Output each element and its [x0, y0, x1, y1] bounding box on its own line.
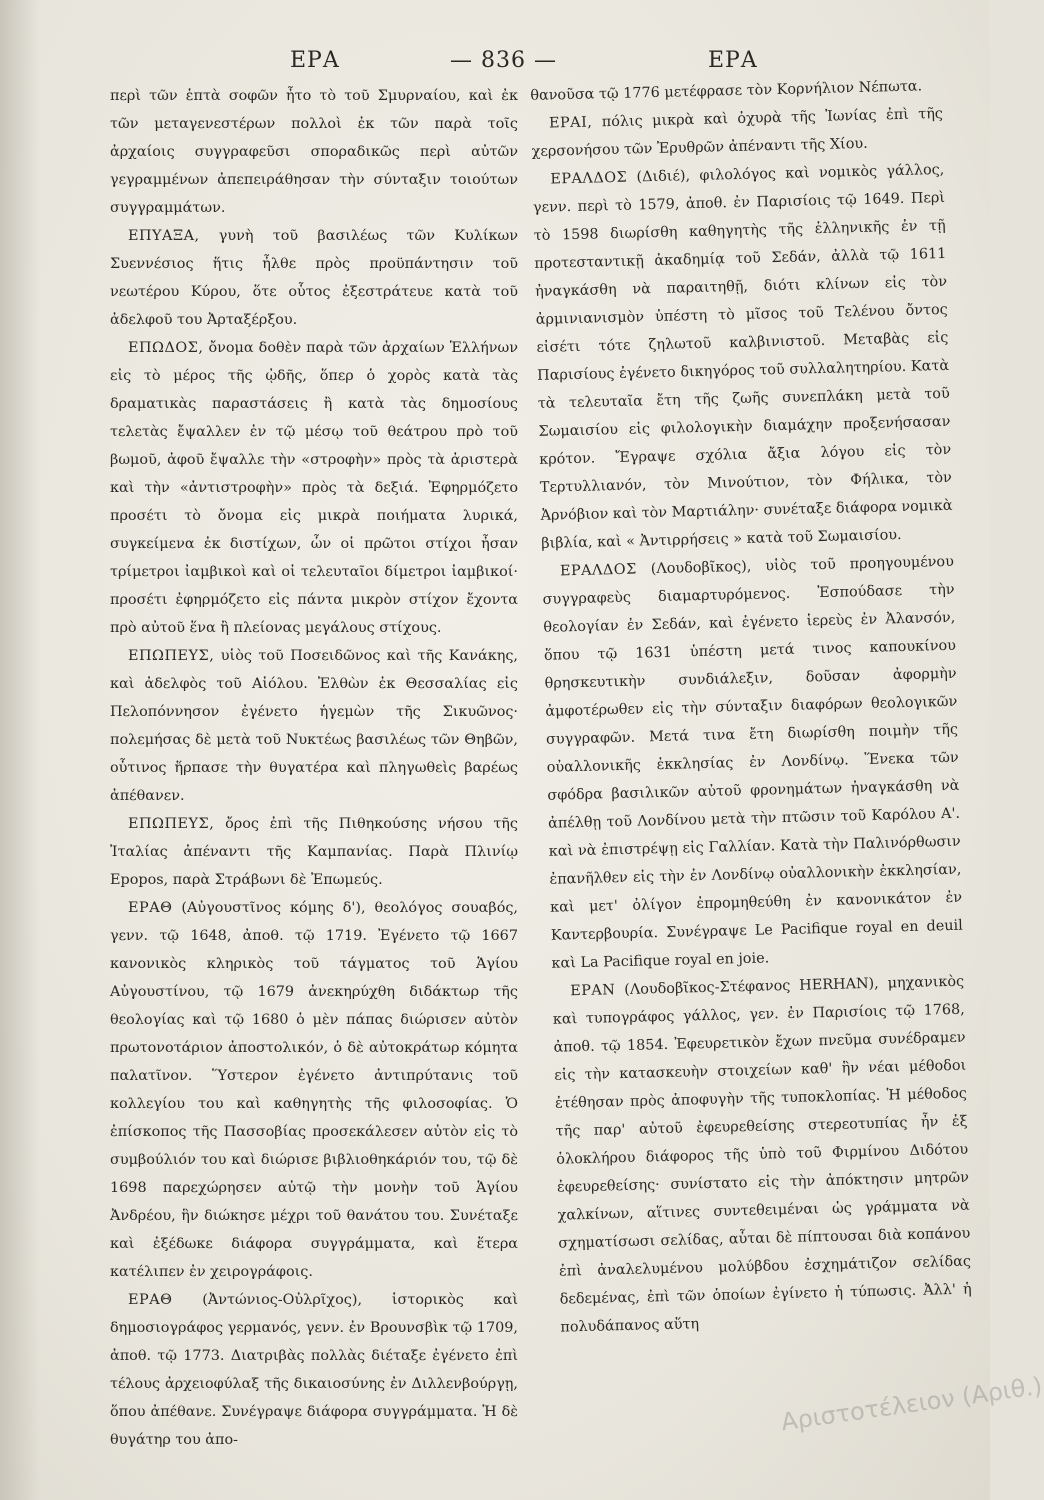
- entry-text: (Λουδοβῖκος-Στέφανος HERHAN), μηχανικὸς καὶ τυπογράφος γάλλος, γεν. ἐν Παρισίοις τῷ 1768, ἀποθ. τῷ 1854. Ἐφευρετικὸν ἔχων πνεῦμα συνέδραμεν εἰς τὴν κατασκευὴν στοιχείων καθ' ἣν νέαι μέθοδοι ἐτέθησαν πρὸς ἀποφυγὴν τῆς τυποκλοπίας. Ἡ μέθοδος τῆς παρ' αὐτοῦ ἐφευρεθείσης στερεοτυπίας ἦν ἐξ ὁλοκλήρου διάφορος τῆς ὑπὸ τοῦ Φιρμίνου Διδότου ἐφευρεθείσης· συνίστατο εἰς τὴν ἀπόκτησιν μητρῶν χαλκίνων, αἵτινες συντεθειμέναι ὡς γράμματα νὰ σχηματίσωσι σελίδας, αὗται δὲ πίπτουσαι διὰ κοπάνου ἐπὶ ἀναλελυμένου μολύβδου ἐσχημάτιζον σελίδας δεδεμένας, ἐπὶ τῶν ὁποίων ἐγίνετο ἡ τύπωσις. Ἀλλ' ἡ πολυδάπανος αὕτη: [552, 973, 972, 1336]
- entry: [531, 100, 944, 166]
- entry: [552, 968, 973, 1342]
- running-header: [110, 48, 770, 82]
- entry-headword: ΕΡΑΙ,: [548, 114, 593, 132]
- entry-text: ὄρος ἐπὶ τῆς Πιθηκούσης νήσου τῆς Ἰταλίας ἀπέναντι τῆς Καμπανίας. Παρὰ Πλινίῳ Epopos, παρὰ Στράβωνι δὲ Ἐπωμεύς.: [110, 816, 518, 888]
- entry: [110, 334, 518, 642]
- entry: [110, 894, 518, 1286]
- entry-headword: ΕΡΑΘ: [128, 900, 173, 916]
- entry-headword: ΕΠΩΔΟΣ,: [128, 340, 204, 356]
- left-column: [110, 82, 518, 1448]
- entry: [542, 548, 964, 978]
- entry-headword: ΕΠΥΑΞΑ,: [128, 228, 200, 244]
- entry: [532, 156, 953, 558]
- entry-text: υἱὸς τοῦ Ποσειδῶνος καὶ τῆς Κανάκης, καὶ ἀδελφὸς τοῦ Αἰόλου. Ἐλθὼν ἐκ Θεσσαλίας εἰς Πελοπόννησον ἐγένετο ἡγεμὼν τῆς Σικυῶνος· πολεμήσας δὲ μετὰ τοῦ Νυκτέως βασιλέως τῶν Θηβῶν, οὗτινος ἥρπασε τὴν θυγατέρα καὶ πληγωθεὶς βαρέως ἀπέθανεν.: [110, 648, 518, 804]
- entry-headword: ΕΡΑΘ: [128, 1292, 173, 1308]
- entry-text: (Ἀντώνιος-Οὐλρῖχος), ἱστορικὸς καὶ δημοσιογράφος γερμανός, γενν. ἐν Βρουνσβὶκ τῷ 1709, ἀποθ. τῷ 1773. Διατριβὰς πολλὰς διέταξε ἐγένετο ἐπὶ τέλους ἀρχειοφύλαξ τῆς δικαιοσύνης ἐν Διλλενβούργῃ, ὅπου ἀπέθανε. Συνέγραψε διάφορα συγγράμματα. Ἡ δὲ θυγάτηρ του ἀπο-: [110, 1292, 518, 1448]
- entry-text: (Λουδοβῖκος), υἱὸς τοῦ προηγουμένου συγγραφεὺς διαμαρτυρόμενος. Ἐσπούδασε τὴν θεολογίαν ἐν Σεδάν, καὶ ἐγένετο ἱερεὺς ἐν Ἀλανσόν, ὅπου τῷ 1631 ὑπέστη μετά τινος καπουκίνου θρησκευτικὴν συνδιάλεξιν, δοῦσαν ἀφορμὴν ἀμφοτέρωθεν εἰς τὴν σύνταξιν διαφόρων θεολογικῶν συγγραφῶν. Μετά τινα ἔτη διωρίσθη ποιμὴν τῆς οὐαλλονικῆς ἐκκλησίας ἐν Λονδίνῳ. Ἕνεκα τῶν σφόδρα βασιλικῶν αὐτοῦ φρονημάτων ἠναγκάσθη νὰ ἀπέλθῃ τοῦ Λονδίνου μετὰ τὴν πτῶσιν τοῦ Καρόλου Α'. καὶ νὰ ἐπιστρέψῃ εἰς Γαλλίαν. Κατὰ τὴν Παλινόρθωσιν ἐπανῆλθεν εἰς τὴν ἐν Λονδίνῳ οὐαλλονικὴν ἐκκλησίαν, καὶ μετ' ὀλίγον ἐπρομηθεύθη ἐν κανονικάτον ἐν Καντερβουρία. Συνέγραψε Le Pacifique royal en deuil καὶ La Pacifique royal en joie.: [542, 553, 963, 972]
- page-number: — 836 —: [450, 48, 557, 73]
- entry: [110, 1286, 518, 1454]
- library-watermark: Αριστοτέλειον (Αριθ.): [779, 1371, 1044, 1437]
- header-left: ΕΡΑ: [290, 48, 340, 73]
- entry-text: ὄνομα δοθὲν παρὰ τῶν ἀρχαίων Ἑλλήνων εἰς τὸ μέρος τῆς ᾠδῆς, ὅπερ ὁ χορὸς κατὰ τὰς δραματικὰς παραστάσεις ἢ κατὰ τὰς δημοσίους τελετὰς ἔψαλλεν ἐν τῷ μέσῳ τοῦ θεάτρου πρὸ τοῦ βωμοῦ, ἀφοῦ ἔψαλλε τὴν «στροφὴν» πρὸς τὰ ἀριστερὰ καὶ τὴν «ἀντιστροφὴν» πρὸς τὰ δεξιά. Ἐφηρμόζετο προσέτι τὸ ὄνομα εἰς μικρὰ ποιήματα λυρικά, συγκείμενα ἐκ διστίχων, ὧν οἱ πρῶτοι στίχοι ἦσαν τρίμετροι ἰαμβικοὶ καὶ οἱ τελευταῖοι δίμετροι ἰαμβικοί· προσέτι ἐφηρμόζετο εἰς πάντα μικρὸν στίχον ἔχοντα πρὸ αὐτοῦ ἕνα ἢ πλείονας μεγάλους στίχους.: [110, 340, 518, 636]
- entry-headword: ΕΡΑΛΔΟΣ: [550, 169, 628, 188]
- entry: [110, 222, 518, 334]
- entry-headword: ΕΠΩΠΕΥΣ,: [128, 648, 215, 664]
- entry: [110, 810, 518, 894]
- entry: [110, 642, 518, 810]
- entry-text: πόλις μικρὰ καὶ ὀχυρὰ τῆς Ἰωνίας ἐπὶ τῆς χερσονήσου τῶν Ἐρυθρῶν ἀπέναντι τῆς Χίου.: [531, 105, 944, 160]
- binding-shadow: [0, 0, 40, 1500]
- entry-headword: ΕΡΑΛΔΟΣ: [559, 561, 637, 580]
- entry-text: (Διδιέ), φιλολόγος καὶ νομικὸς γάλλος, γενν. περὶ τὸ 1579, ἀποθ. ἐν Παρισίοις τῷ 1649. Περὶ τὸ 1598 διωρίσθη καθηγητὴς τῆς ἑλληνικῆς ἐν τῇ προτεσταντικῇ ἀκαδημίᾳ τοῦ Σεδάν, ἀλλὰ τῷ 1611 ἠναγκάσθη νὰ παραιτηθῇ, διότι κλίνων εἰς τὸν ἀρμινιανισμὸν ὑπέστη τὸ μῖσος τοῦ Τελένου ὄντος εἰσέτι τότε ζηλωτοῦ καλβινιστοῦ. Μεταβὰς εἰς Παρισίους ἐγένετο δικηγόρος τοῦ συλλαλητηρίου. Κατὰ τὰ τελευταῖα ἔτη τῆς ζωῆς συνεπλάκη μετὰ τοῦ Σωμαισίου εἰς φιλολογικὴν διαμάχην προξενήσασαν κρότον. Ἔγραψε σχόλια ἄξια λόγου εἰς τὸν Τερτυλλιανόν, τὸν Μινούτιον, τὸν Φήλικα, τὸν Ἀρνόβιον καὶ τὸν Μαρτιάλην· συνέταξε διάφορα νομικὰ βιβλία, καὶ « Ἀντιρρήσεις » κατὰ τοῦ Σωμαισίου.: [532, 161, 953, 552]
- right-column: [530, 72, 975, 1422]
- entry-text: (Αὐγουστῖνος κόμης δ'), θεολόγος σουαβός, γενν. τῷ 1648, ἀποθ. τῷ 1719. Ἐγένετο τῷ 1667 κανονικὸς κληρικὸς τοῦ τάγματος τοῦ Ἁγίου Αὐγουστίνου, τῷ 1679 ἀνεκηρύχθη διδάκτωρ τῆς θεολογίας καὶ τῷ 1680 ὁ μὲν πάπας διώρισεν αὐτὸν πρωτονοτάριον ἀποστολικόν, ὁ δὲ αὐτοκράτωρ κόμητα παλατῖνον. Ὕστερον ἐγένετο ἀντιπρύτανις τοῦ κολλεγίου του καὶ καθηγητὴς τῆς φιλοσοφίας. Ὁ ἐπίσκοπος τῆς Πασσοβίας προσεκάλεσεν αὐτὸν εἰς τὸ συμβούλιόν του καὶ διώρισε βιβλιοθηκάριόν του, τῷ δὲ 1698 παρεχώρησεν αὐτῷ τὴν μονὴν τοῦ Ἁγίου Ἀνδρέου, ἣν διώκησε μέχρι τοῦ θανάτου του. Συνέταξε καὶ ἐξέδωκε διάφορα συγγράμματα, καὶ ἕτερα κατέλιπεν ἐν χειρογράφοις.: [110, 900, 518, 1280]
- entry-text: περὶ τῶν ἑπτὰ σοφῶν ἦτο τὸ τοῦ Σμυρναίου, καὶ ἐκ τῶν μεταγενεστέρων πολλοὶ ἐκ τῶν παρὰ τοῖς ἀρχαίοις συγγραφεῦσι σποραδικῶς περὶ αὐτῶν γεγραμμένων ἀπεπειράθησαν τὴν σύνταξιν τοιούτων συγγραμμάτων.: [110, 88, 518, 216]
- entry-text: γυνὴ τοῦ βασιλέως τῶν Κυλίκων Συεννέσιος ἥτις ἦλθε πρὸς προϋπάντησιν τοῦ νεωτέρου Κύρου, ὅτε οὗτος ἐξεστράτευε κατὰ τοῦ ἀδελφοῦ του Ἀρταξέρξου.: [110, 228, 518, 328]
- entry-headword: ΕΡΑΝ: [570, 982, 616, 1000]
- entry-headword: ΕΠΩΠΕΥΣ,: [128, 816, 215, 832]
- header-right: ΕΡΑ: [708, 48, 758, 73]
- entry: [110, 82, 518, 222]
- entry-text: θανοῦσα τῷ 1776 μετέφρασε τὸν Κορνήλιον Νέπωτα.: [530, 78, 923, 104]
